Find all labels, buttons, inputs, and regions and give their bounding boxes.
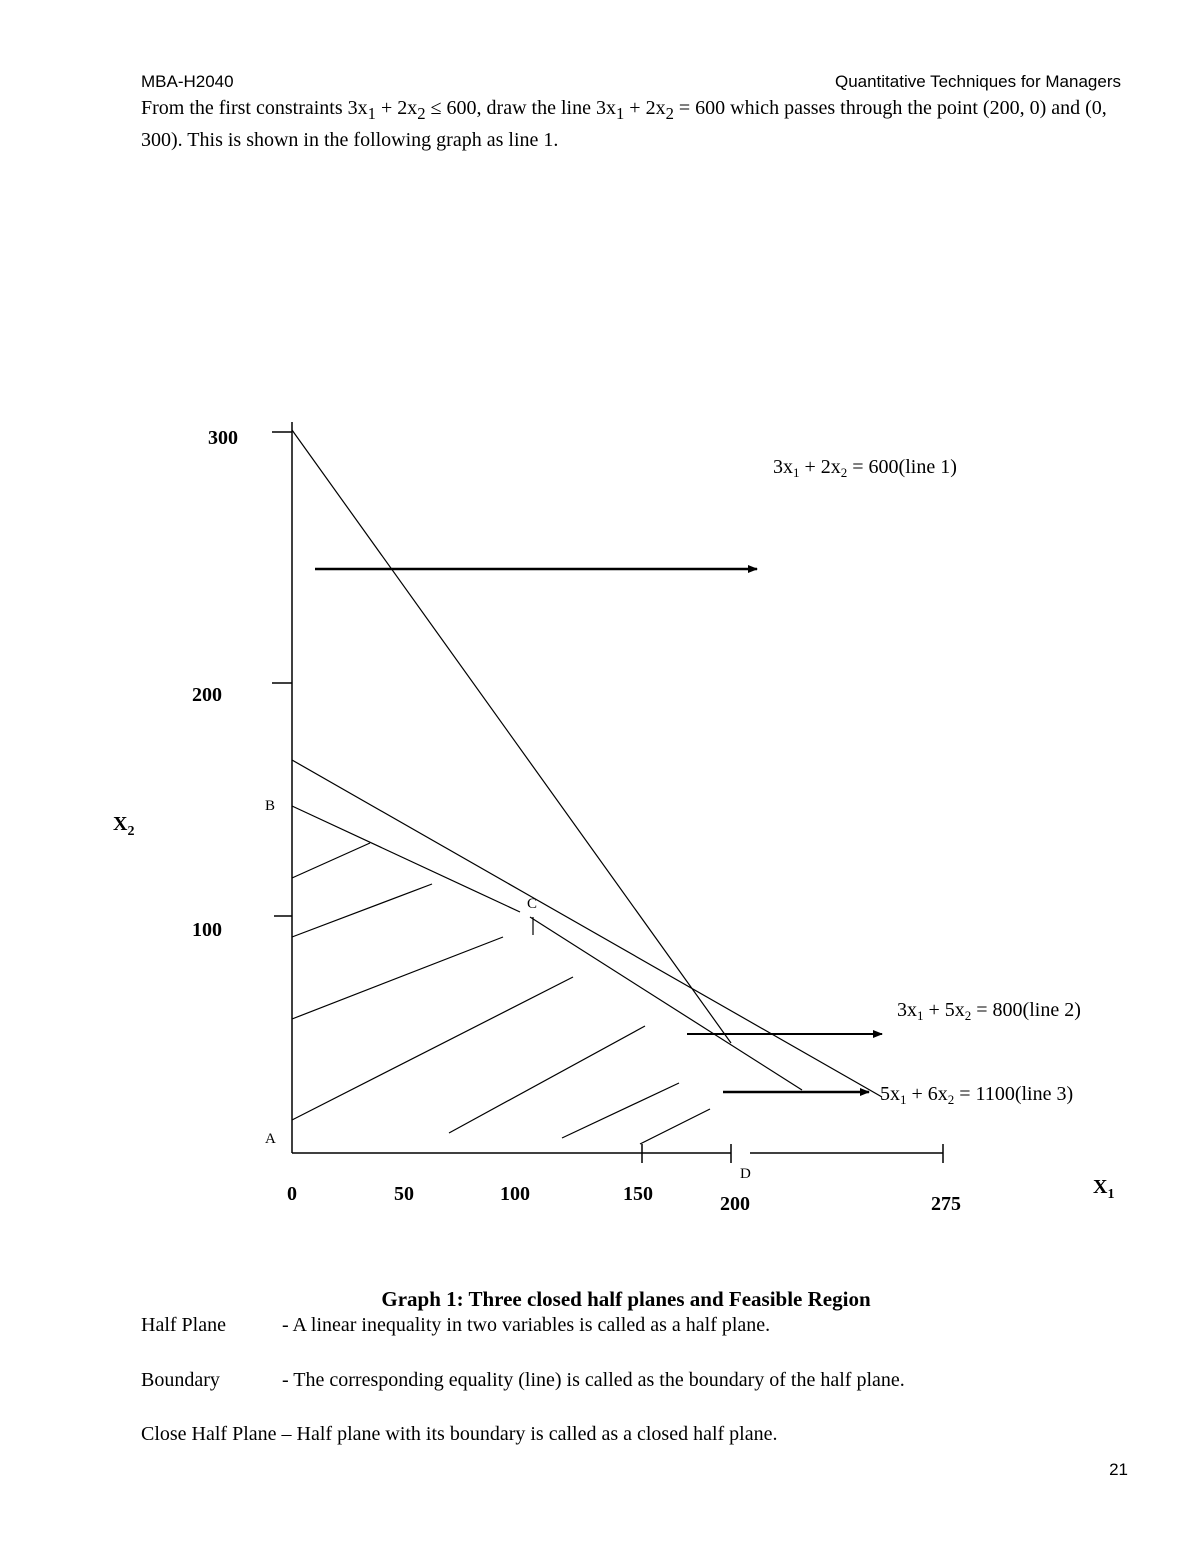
y-axis-label: $X_2$ <box>113 813 135 839</box>
constraint-line-3 <box>292 806 520 912</box>
definition-desc-boundary: - The corresponding equality (line) is called as the boundary of the half plane. <box>282 1369 905 1391</box>
x-tick-label-275: 275 <box>931 1193 961 1215</box>
hatch-line <box>292 884 432 937</box>
constraint-line-1 <box>292 430 731 1043</box>
constraint-graph <box>0 400 1200 1240</box>
course-title: Quantitative Techniques for Managers <box>834 72 1121 91</box>
page-number: 21 <box>1109 1460 1128 1479</box>
x-tick-label-150: 150 <box>623 1183 653 1205</box>
intro-paragraph: From the first constraints $3x_1 + 2x_2 \le 600$, draw the line $3x_1 + 2x_2 = 600$ which passes through the point (200, 0) and (0, 300). This is shown in the following graph as line 1. <box>141 97 1107 151</box>
point-b-label: B <box>265 798 276 814</box>
y-tick-label-200: 200 <box>192 684 222 706</box>
x-tick-label-50: 50 <box>394 1183 414 1205</box>
definition-term-half-plane: Half Plane <box>141 1314 226 1336</box>
hatch-line <box>292 977 573 1120</box>
x-axis-label: $X_1$ <box>1093 1176 1115 1202</box>
y-tick-label-100: 100 <box>192 919 222 941</box>
line-2-equation: $3x_1 + 5x_2$ = 800(line 2) <box>897 999 1081 1023</box>
hatch-line <box>292 937 503 1019</box>
definition-term-boundary: Boundary <box>141 1369 220 1391</box>
course-code: MBA-H2040 <box>141 72 234 91</box>
x-tick-label-0: 0 <box>287 1183 297 1205</box>
hatch-line <box>292 843 370 878</box>
line-1-equation: $3x_1 + 2x_2$ = 600(line 1) <box>773 456 957 480</box>
x-tick-label-100: 100 <box>500 1183 530 1205</box>
hatch-line <box>449 1026 645 1133</box>
x-tick-label-200: 200 <box>720 1193 750 1215</box>
feasible-region-hatching <box>292 843 710 1144</box>
hatch-line <box>562 1083 679 1138</box>
definition-desc-half-plane: - A linear inequality in two variables is called as a half plane. <box>282 1314 771 1336</box>
point-a-label: A <box>265 1131 276 1147</box>
constraint-line-3-continued <box>530 917 802 1090</box>
point-d-label: D <box>740 1166 751 1182</box>
graph-caption: Graph 1: Three closed half planes and Feasible Region <box>381 1287 871 1311</box>
line-3-equation: $5x_1 + 6x_2$ = 1100(line 3) <box>880 1083 1074 1107</box>
point-c-label: C <box>527 896 538 912</box>
y-tick-label-300: 300 <box>208 427 238 449</box>
definition-close-half-plane: Close Half Plane – Half plane with its boundary is called as a closed half plane. <box>141 1423 778 1445</box>
constraint-line-2 <box>292 760 882 1097</box>
hatch-line <box>640 1109 710 1144</box>
